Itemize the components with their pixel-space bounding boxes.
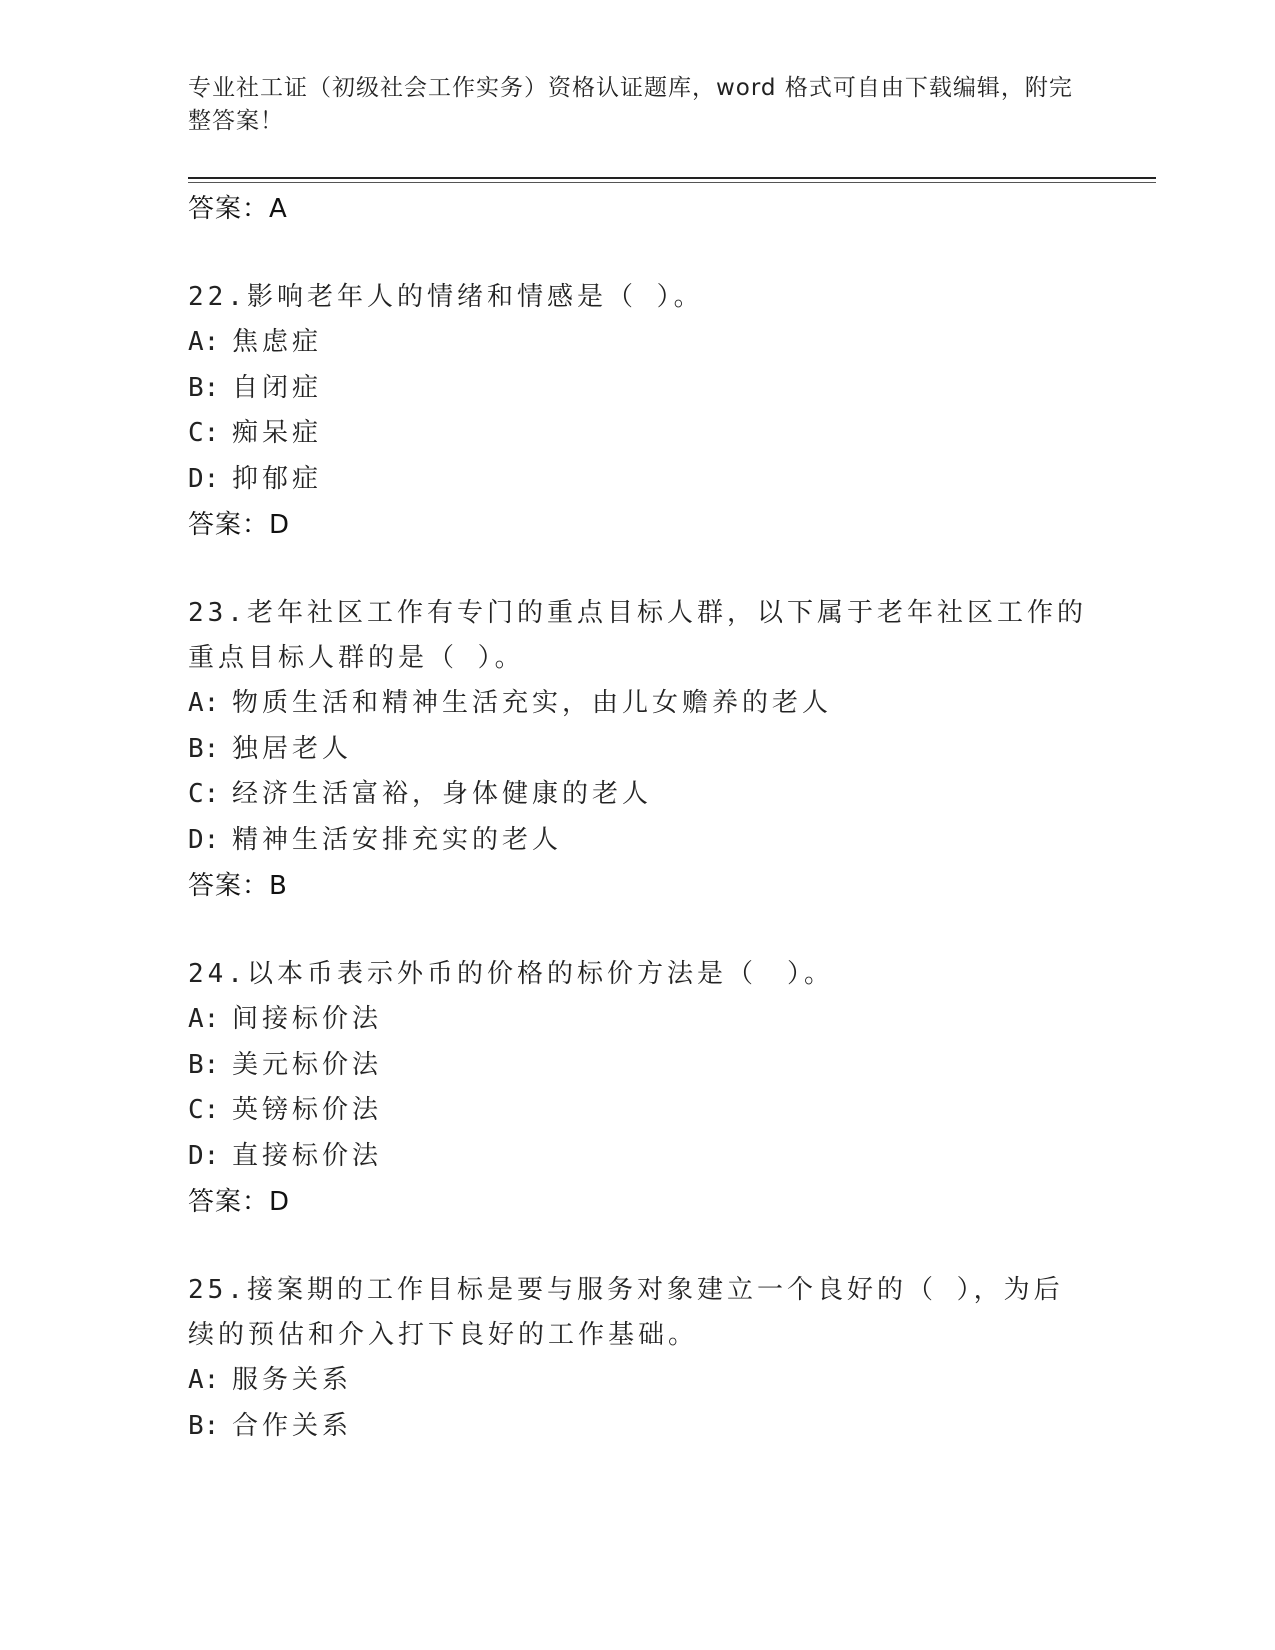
option-letter: C: (188, 418, 220, 448)
option-letter: A: (188, 327, 220, 357)
option-text: 英镑标价法 (232, 1095, 383, 1125)
option-text: 经济生活富裕，身体健康的老人 (232, 779, 653, 809)
option-b (188, 1404, 1088, 1450)
option-letter: A: (188, 688, 220, 718)
option-c (188, 1088, 1088, 1134)
question-stem: 25.接案期的工作目标是要与服务对象建立一个良好的（ ），为后续的预估和介入打下良好的工作基础。 (188, 1275, 1064, 1350)
question-item (188, 1268, 1088, 1449)
option-text: 抑郁症 (232, 463, 323, 494)
option-letter: D: (188, 1140, 220, 1171)
option-b (188, 1043, 1088, 1089)
option-text: 精神生活安排充实的老人 (232, 824, 563, 855)
option-letter: A: (188, 1365, 220, 1395)
option-text: 美元标价法 (232, 1049, 383, 1080)
answer-line: 答案：B (188, 871, 288, 901)
option-letter: D: (188, 824, 220, 855)
option-letter: B: (188, 733, 220, 764)
answer-line: 答案：D (188, 1187, 291, 1217)
question-stem: 23.老年社区工作有专门的重点目标人群，以下属于老年社区工作的重点目标人群的是（ ）。 (188, 598, 1087, 673)
option-text: 服务关系 (232, 1365, 353, 1395)
option-letter: B: (188, 1410, 220, 1441)
option-d (188, 818, 1088, 864)
question-stem: 24.以本币表示外币的价格的标价方法是（ ）。 (188, 959, 834, 989)
option-text: 合作关系 (232, 1410, 353, 1441)
option-c (188, 772, 1088, 818)
option-d (188, 457, 1088, 503)
option-a (188, 681, 1088, 727)
option-letter: B: (188, 1049, 220, 1080)
option-text: 痴呆症 (232, 418, 323, 448)
option-letter: B: (188, 372, 220, 403)
question-stem: 22.影响老年人的情绪和情感是（ ）。 (188, 282, 704, 312)
answer-line: 答案：A (188, 194, 288, 224)
option-c (188, 411, 1088, 457)
header-divider-secondary (188, 182, 1156, 183)
option-a (188, 1358, 1088, 1404)
option-letter: A: (188, 1004, 220, 1034)
answer-line: 答案：D (188, 510, 291, 540)
option-text: 间接标价法 (232, 1004, 383, 1034)
option-b (188, 727, 1088, 773)
option-text: 焦虑症 (232, 327, 323, 357)
question-item (188, 952, 1088, 1225)
option-text: 独居老人 (232, 733, 353, 764)
option-d (188, 1134, 1088, 1180)
document-header: 专业社工证（初级社会工作实务）资格认证题库，word 格式可自由下载编辑，附完整答案！ (188, 75, 1073, 134)
question-item (188, 275, 1088, 548)
option-letter: D: (188, 463, 220, 494)
option-b (188, 366, 1088, 412)
option-text: 物质生活和精神生活充实，由儿女赡养的老人 (232, 688, 833, 718)
option-a (188, 320, 1088, 366)
option-letter: C: (188, 779, 220, 809)
question-item (188, 591, 1088, 909)
header-divider (188, 177, 1156, 179)
option-text: 直接标价法 (232, 1140, 383, 1171)
question-list (188, 186, 1088, 1449)
option-text: 自闭症 (232, 372, 323, 403)
option-letter: C: (188, 1095, 220, 1125)
option-a (188, 997, 1088, 1043)
